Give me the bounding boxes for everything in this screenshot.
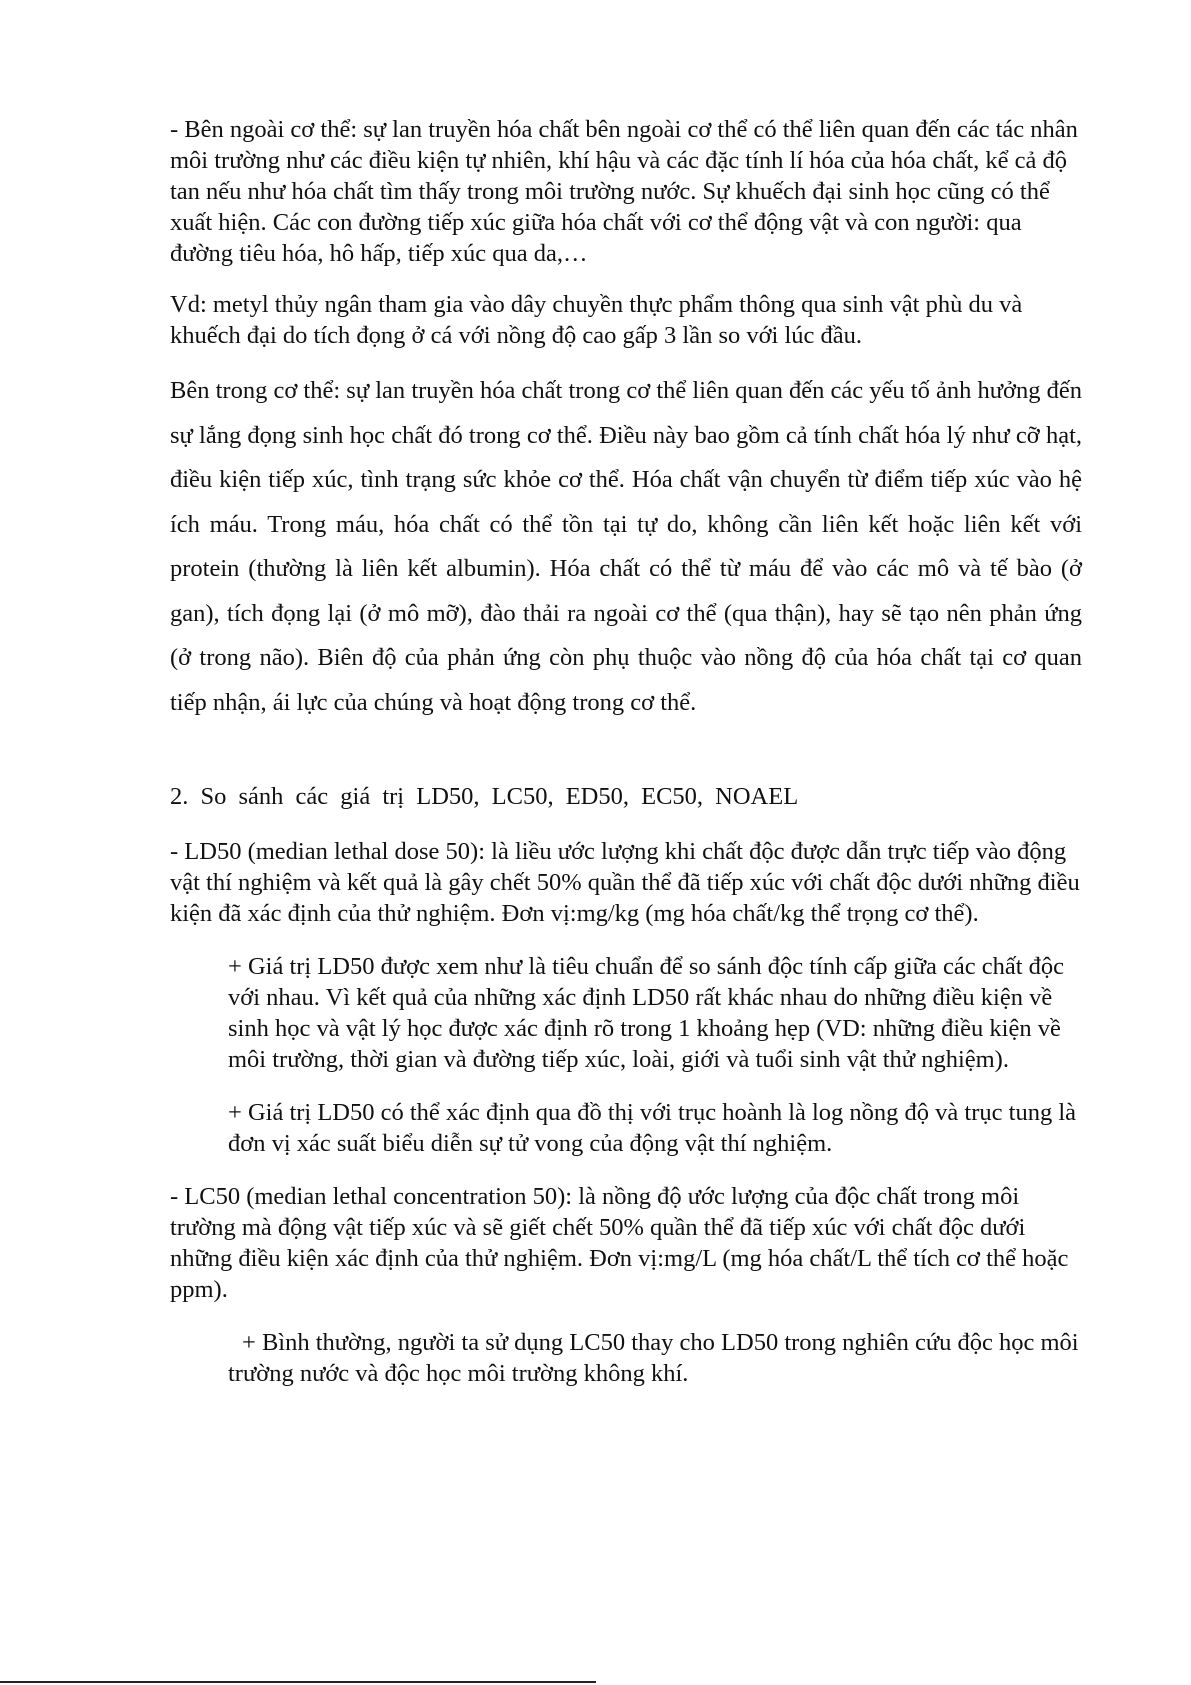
paragraph-lc50-definition: - LC50 (median lethal concentration 50): là nồng độ ước lượng của độc chất trong môi trường mà động vật tiếp xúc và sẽ giết chết 50% quần thể đã tiếp xúc với chất độc dưới những điều kiện xác định của thử nghiệm. Đơn vị:mg/L (mg hóa chất/L thể tích cơ thể hoặc ppm). — [170, 1183, 1069, 1303]
paragraph-ld50-point-2: + Giá trị LD50 có thể xác định qua đồ thị với trục hoành là log nồng độ và trục tung là đơn vị xác suất biểu diễn sự tử vong của động vật thí nghiệm. — [228, 1099, 1077, 1157]
paragraph-outside-body: - Bên ngoài cơ thể: sự lan truyền hóa chất bên ngoài cơ thể có thể liên quan đến các tác nhân môi trường như các điều kiện tự nhiên, khí hậu và các đặc tính lí hóa của hóa chất, kể cả độ tan nếu như hóa chất tìm thấy trong môi trường nước. Sự khuếch đại sinh học cũng có thể xuất hiện. Các con đường tiếp xúc giữa hóa chất với cơ thể động vật và con người: qua đường tiêu hóa, hô hấp, tiếp xúc qua da,… — [170, 116, 1078, 267]
paragraph-inside-body: Bên trong cơ thể: sự lan truyền hóa chất trong cơ thể liên quan đến các yếu tố ảnh hưởng đến sự lắng đọng sinh học chất đó trong cơ thể. Điều này bao gồm cả tính chất hóa lý như cỡ hạt, điều kiện tiếp xúc, tình trạng sức khỏe cơ thể. Hóa chất vận chuyển từ điểm tiếp xúc vào hệ ích máu. Trong máu, hóa chất có thể tồn tại tự do, không cần liên kết hoặc liên kết với protein (thường là liên kết albumin). Hóa chất có thể từ máu để vào các mô và tế bào (ở gan), tích đọng lại (ở mô mỡ), đào thải ra ngoài cơ thể (qua thận), hay sẽ tạo nên phản ứng (ở trong não). Biên độ của phản ứng còn phụ thuộc vào nồng độ của hóa chất tại cơ quan tiếp nhận, ái lực của chúng và hoạt động trong cơ thể. — [170, 377, 1082, 716]
paragraph-ld50-definition: - LD50 (median lethal dose 50): là liều ước lượng khi chất độc được dẫn trực tiếp vào động vật thí nghiệm và kết quả là gây chết 50% quần thể đã tiếp xúc với chất độc dưới những điều kiện đã xác định của thử nghiệm. Đơn vị:mg/kg (mg hóa chất/kg thể trọng cơ thể). — [170, 838, 1080, 927]
document-page — [170, 114, 1082, 1389]
paragraph-lc50-point-1: + Bình thường, người ta sử dụng LC50 thay cho LD50 trong nghiên cứu độc học môi trường nước và độc học môi trường không khí. — [228, 1329, 1079, 1387]
section-heading: 2. So sánh các giá trị LD50, LC50, ED50, EC50, NOAEL — [170, 783, 799, 810]
footer-rule — [0, 1681, 596, 1683]
paragraph-ld50-point-1: + Giá trị LD50 được xem như là tiêu chuẩn để so sánh độc tính cấp giữa các chất độc với nhau. Vì kết quả của những xác định LD50 rất khác nhau do những điều kiện về sinh học và vật lý học được xác định rõ trong 1 khoảng hẹp (VD: những điều kiện về môi trường, thời gian và đường tiếp xúc, loài, giới và tuổi sinh vật thử nghiệm). — [228, 953, 1065, 1073]
paragraph-example-methylmercury: Vd: metyl thủy ngân tham gia vào dây chuyền thực phẩm thông qua sinh vật phù du và khuếch đại do tích đọng ở cá với nồng độ cao gấp 3 lần so với lúc đầu. — [170, 291, 1023, 349]
